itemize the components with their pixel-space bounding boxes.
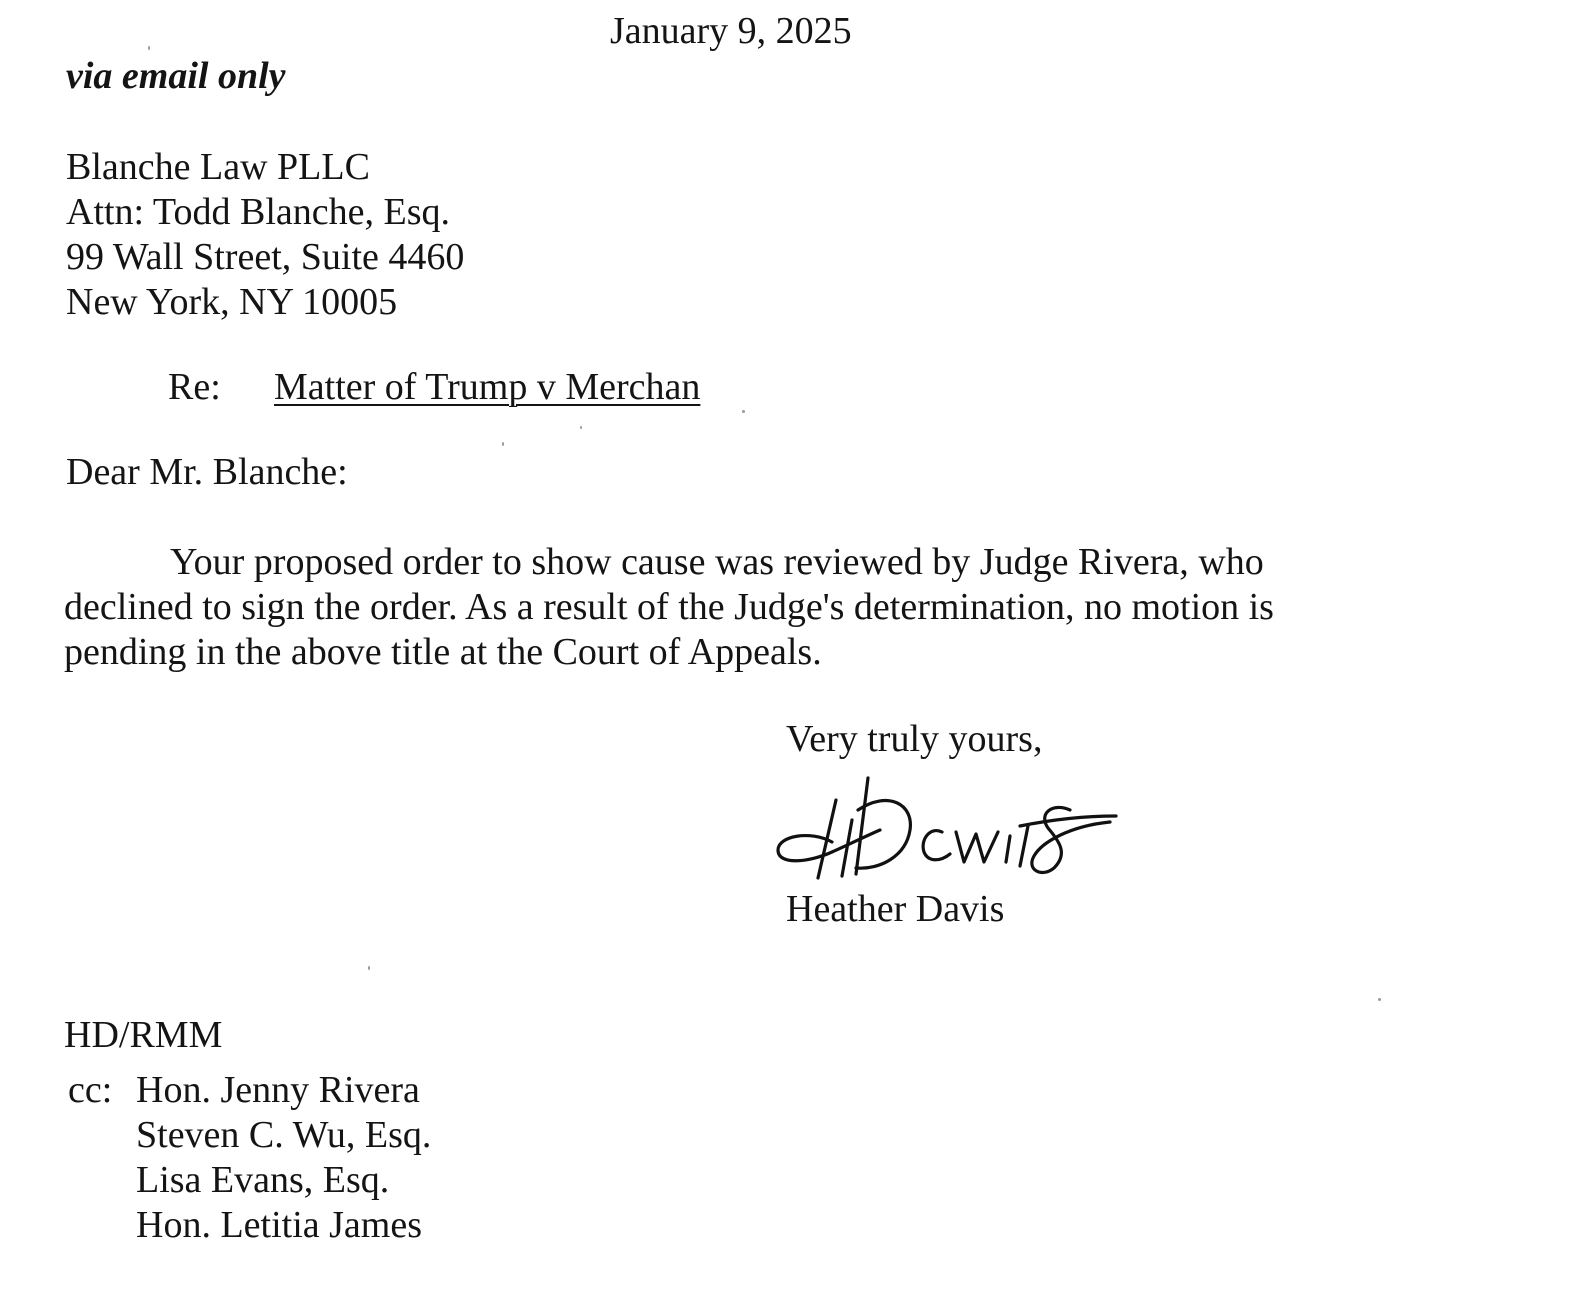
signature-stroke bbox=[923, 831, 950, 860]
recipient-line: 99 Wall Street, Suite 4460 bbox=[66, 236, 465, 278]
signer-name: Heather Davis bbox=[786, 888, 1005, 930]
scan-speck bbox=[502, 442, 504, 446]
typist-initials: HD/RMM bbox=[64, 1014, 223, 1056]
signature-stroke bbox=[1020, 826, 1028, 866]
body-paragraph bbox=[64, 540, 1364, 675]
cc-label: cc: bbox=[68, 1069, 113, 1111]
scan-speck bbox=[1378, 998, 1381, 1001]
signature-stroke bbox=[1006, 836, 1010, 862]
re-label: Re: bbox=[168, 366, 221, 408]
cc-recipient: Hon. Jenny Rivera bbox=[136, 1069, 420, 1111]
recipient-line: New York, NY 10005 bbox=[66, 281, 398, 323]
scan-speck bbox=[580, 426, 582, 429]
scan-speck bbox=[742, 410, 745, 413]
cc-recipient: Lisa Evans, Esq. bbox=[136, 1159, 390, 1201]
cc-recipient: Steven C. Wu, Esq. bbox=[136, 1114, 432, 1156]
cc-block bbox=[68, 1068, 528, 1258]
salutation: Dear Mr. Blanche: bbox=[66, 451, 348, 493]
recipient-line: Attn: Todd Blanche, Esq. bbox=[66, 191, 450, 233]
cc-list bbox=[136, 1068, 431, 1248]
recipient-address bbox=[66, 145, 464, 325]
signature-image bbox=[770, 770, 1130, 900]
scan-speck bbox=[148, 46, 150, 50]
cc-recipient: Hon. Letitia James bbox=[136, 1204, 422, 1246]
delivery-method: via email only bbox=[66, 55, 286, 97]
body-line: pending in the above title at the Court of Appeals. bbox=[64, 631, 822, 673]
body-line: Your proposed order to show cause was reviewed by Judge Rivera, who bbox=[170, 541, 1264, 583]
scan-speck bbox=[368, 966, 370, 970]
signature-stroke bbox=[856, 778, 868, 874]
body-line: declined to sign the order. As a result of the Judge's determination, no motion is bbox=[64, 586, 1274, 628]
letter-date: January 9, 2025 bbox=[610, 10, 852, 52]
closing: Very truly yours, bbox=[786, 718, 1043, 760]
re-matter: Matter of Trump v Merchan bbox=[274, 366, 701, 408]
signature-stroke bbox=[956, 832, 998, 862]
recipient-line: Blanche Law PLLC bbox=[66, 146, 370, 188]
